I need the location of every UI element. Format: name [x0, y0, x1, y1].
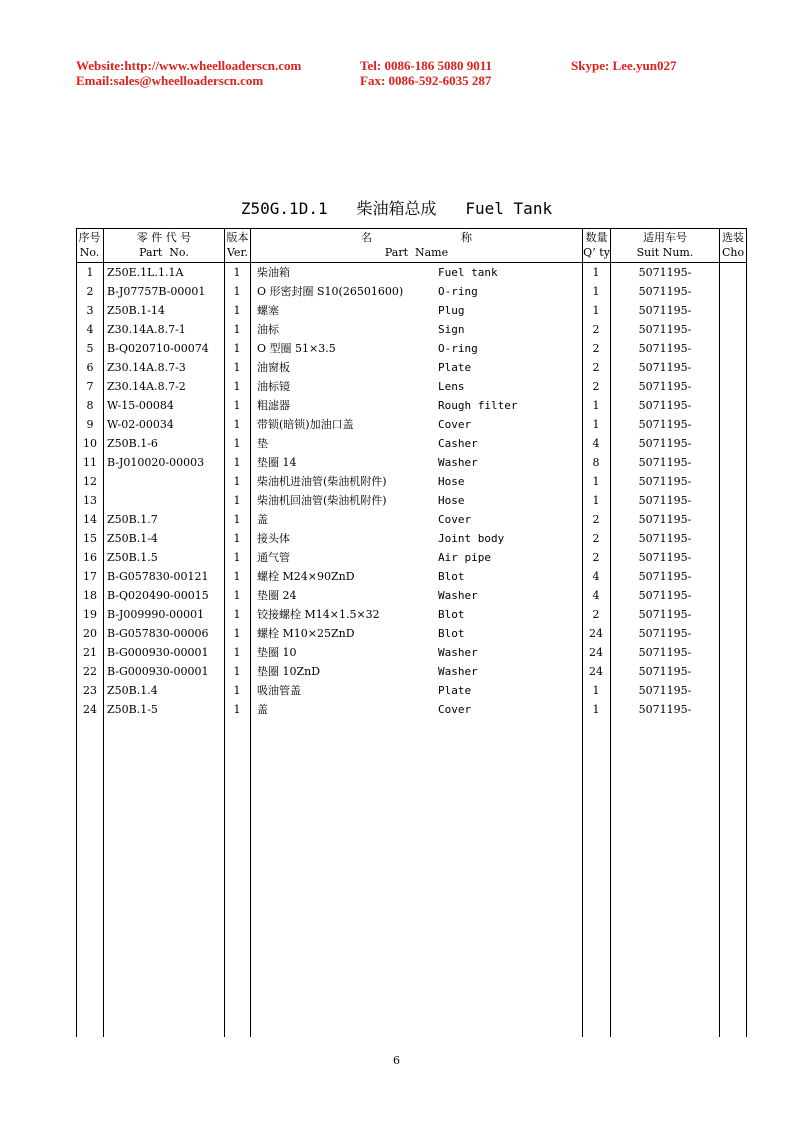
quantity-cell: 2: [592, 608, 600, 621]
quantity-cell: 2: [592, 532, 600, 545]
suit-number-cell: 5071195-: [638, 380, 692, 393]
part-name-en-cell: Cover: [438, 703, 472, 716]
suit-number-cell: 5071195-: [638, 266, 692, 279]
row-number: 4: [86, 323, 94, 336]
suit-number-cell: 5071195-: [638, 323, 692, 336]
table-row: [76, 624, 747, 643]
part-name-en-cell: O-ring: [438, 342, 478, 355]
part-name-cn-cell: 铰接螺栓 M14×1.5×32: [257, 608, 380, 621]
quantity-cell: 4: [592, 437, 600, 450]
part-name-cn-cell: 垫圈 10: [257, 646, 297, 659]
row-number: 21: [83, 646, 97, 659]
quantity-cell: 24: [589, 646, 603, 659]
version-cell: 1: [233, 285, 241, 298]
row-number: 13: [83, 494, 97, 507]
quantity-cell: 1: [592, 266, 600, 279]
part-number-cell: Z50B.1.7: [107, 513, 158, 526]
row-number: 1: [86, 266, 94, 279]
table-row: [76, 472, 747, 491]
quantity-cell: 2: [592, 513, 600, 526]
suit-number-cell: 5071195-: [638, 437, 692, 450]
suit-number-cell: 5071195-: [638, 475, 692, 488]
table-row: [76, 491, 747, 510]
version-cell: 1: [233, 380, 241, 393]
suit-number-cell: 5071195-: [638, 342, 692, 355]
part-name-en-cell: Washer: [438, 665, 478, 678]
version-cell: 1: [233, 684, 241, 697]
table-row: [76, 282, 747, 301]
part-name-cn-cell: 盖: [257, 513, 268, 526]
part-name-cn-cell: 垫: [257, 437, 268, 450]
table-row: [76, 643, 747, 662]
suit-number-cell: 5071195-: [638, 361, 692, 374]
row-number: 9: [86, 418, 94, 431]
header-code-cn: 零 件 代 号: [136, 231, 192, 244]
part-number-cell: Z50B.1.4: [107, 684, 158, 697]
part-name-en-cell: Lens: [438, 380, 465, 393]
row-number: 8: [86, 399, 94, 412]
part-name-cn-cell: 粗滤器: [257, 399, 290, 412]
table-row: [76, 567, 747, 586]
header-code-en: Part No.: [139, 246, 189, 259]
part-number-cell: B-G000930-00001: [107, 646, 209, 659]
part-number-cell: B-Q020490-00015: [107, 589, 209, 602]
suit-number-cell: 5071195-: [638, 399, 692, 412]
row-number: 10: [83, 437, 97, 450]
part-name-en-cell: Plate: [438, 684, 472, 697]
row-number: 5: [86, 342, 94, 355]
quantity-cell: 1: [592, 703, 600, 716]
table-row: [76, 681, 747, 700]
row-number: 23: [83, 684, 97, 697]
suit-number-cell: 5071195-: [638, 551, 692, 564]
suit-number-cell: 5071195-: [638, 513, 692, 526]
part-number-cell: B-G057830-00121: [107, 570, 209, 583]
version-cell: 1: [233, 703, 241, 716]
part-name-en-cell: Hose: [438, 475, 465, 488]
table-row: [76, 662, 747, 681]
quantity-cell: 8: [592, 456, 600, 469]
part-number-cell: Z50E.1L.1.1A: [107, 266, 184, 279]
skype-text: Skype: Lee.yun027: [571, 58, 677, 73]
parts-table: [76, 228, 747, 1037]
suit-number-cell: 5071195-: [638, 570, 692, 583]
version-cell: 1: [233, 399, 241, 412]
quantity-cell: 2: [592, 551, 600, 564]
part-name-cn-cell: 柴油机回油管(柴油机附件): [257, 494, 387, 507]
table-row: [76, 358, 747, 377]
table-row: [76, 263, 747, 282]
table-row: [76, 320, 747, 339]
part-name-en-cell: Blot: [438, 608, 465, 621]
row-number: 15: [83, 532, 97, 545]
part-name-cn-cell: 柴油机进油管(柴油机附件): [257, 475, 387, 488]
part-name-cn-cell: 螺栓 M10×25ZnD: [257, 627, 355, 640]
part-name-en-cell: Hose: [438, 494, 465, 507]
part-number-cell: B-Q020710-00074: [107, 342, 209, 355]
part-number-cell: Z30.14A.8.7-3: [107, 361, 186, 374]
suit-number-cell: 5071195-: [638, 608, 692, 621]
row-number: 11: [83, 456, 97, 469]
quantity-cell: 2: [592, 323, 600, 336]
quantity-cell: 1: [592, 494, 600, 507]
quantity-cell: 24: [589, 627, 603, 640]
quantity-cell: 4: [592, 570, 600, 583]
part-number-cell: Z50B.1-5: [107, 703, 158, 716]
part-name-cn-cell: 通气管: [257, 551, 290, 564]
version-cell: 1: [233, 589, 241, 602]
header-qty-en: Q’ ty: [583, 246, 610, 259]
row-number: 22: [83, 665, 97, 678]
row-number: 6: [86, 361, 94, 374]
table-row: [76, 377, 747, 396]
suit-number-cell: 5071195-: [638, 684, 692, 697]
part-name-en-cell: Plate: [438, 361, 472, 374]
suit-number-cell: 5071195-: [638, 285, 692, 298]
part-name-en-cell: O-ring: [438, 285, 478, 298]
part-number-cell: B-G000930-00001: [107, 665, 209, 678]
part-name-en-cell: Washer: [438, 456, 478, 469]
suit-number-cell: 5071195-: [638, 627, 692, 640]
row-number: 12: [83, 475, 97, 488]
suit-number-cell: 5071195-: [638, 494, 692, 507]
table-row: [76, 434, 747, 453]
part-name-cn-cell: 螺栓 M24×90ZnD: [257, 570, 355, 583]
header-name-en: Part Name: [384, 246, 449, 259]
row-number: 14: [83, 513, 97, 526]
version-cell: 1: [233, 456, 241, 469]
page-number: 6: [393, 1054, 400, 1067]
part-name-cn-cell: 油窗板: [257, 361, 290, 374]
quantity-cell: 1: [592, 418, 600, 431]
part-name-cn-cell: O 型圈 51×3.5: [257, 342, 336, 355]
version-cell: 1: [233, 266, 241, 279]
table-row: [76, 415, 747, 434]
header-cho-cn: 选装: [722, 231, 744, 244]
table-row: [76, 510, 747, 529]
part-name-en-cell: Rough filter: [438, 399, 518, 412]
document-title: Z50G.1D.1 柴油箱总成 Fuel Tank: [240, 199, 553, 218]
part-name-cn-cell: 垫圈 10ZnD: [257, 665, 321, 678]
part-name-en-cell: Air pipe: [438, 551, 491, 564]
website-text: Website:http://www.wheelloaderscn.com: [76, 58, 302, 73]
row-number: 7: [86, 380, 94, 393]
part-number-cell: B-J010020-00003: [107, 456, 205, 469]
quantity-cell: 2: [592, 342, 600, 355]
part-name-cn-cell: 垫圈 14: [257, 456, 297, 469]
part-number-cell: Z50B.1-6: [107, 437, 158, 450]
part-name-cn-cell: O 形密封圈 S10(26501600): [257, 285, 404, 298]
row-number: 17: [83, 570, 97, 583]
part-name-en-cell: Sign: [438, 323, 465, 336]
part-name-cn-cell: 油标: [257, 323, 279, 336]
part-name-cn-cell: 柴油箱: [257, 266, 290, 279]
header-no-en: No.: [79, 246, 100, 259]
part-number-cell: Z50B.1-14: [107, 304, 165, 317]
part-name-cn-cell: 接头体: [257, 532, 290, 545]
part-name-cn-cell: 吸油管盖: [257, 684, 301, 697]
header-name-cn-2: 称: [461, 231, 472, 244]
suit-number-cell: 5071195-: [638, 665, 692, 678]
table-row: [76, 339, 747, 358]
part-number-cell: Z30.14A.8.7-1: [107, 323, 186, 336]
part-number-cell: B-J07757B-00001: [107, 285, 206, 298]
suit-number-cell: 5071195-: [638, 646, 692, 659]
version-cell: 1: [233, 437, 241, 450]
header-ver-cn: 版本: [226, 231, 249, 244]
table-row: [76, 453, 747, 472]
table-row: [76, 700, 747, 719]
table-row: [76, 548, 747, 567]
part-name-cn-cell: 带锁(暗锁)加油口盖: [257, 418, 354, 431]
fax-text: Fax: 0086-592-6035 287: [360, 73, 492, 88]
part-name-en-cell: Washer: [438, 589, 478, 602]
version-cell: 1: [233, 418, 241, 431]
quantity-cell: 1: [592, 285, 600, 298]
part-name-en-cell: Blot: [438, 570, 465, 583]
version-cell: 1: [233, 665, 241, 678]
part-number-cell: W-15-00084: [107, 399, 174, 412]
suit-number-cell: 5071195-: [638, 304, 692, 317]
quantity-cell: 1: [592, 475, 600, 488]
row-number: 19: [83, 608, 97, 621]
version-cell: 1: [233, 361, 241, 374]
suit-number-cell: 5071195-: [638, 703, 692, 716]
quantity-cell: 24: [589, 665, 603, 678]
suit-number-cell: 5071195-: [638, 456, 692, 469]
part-name-en-cell: Joint body: [438, 532, 505, 545]
part-name-en-cell: Fuel tank: [438, 266, 498, 279]
part-name-en-cell: Blot: [438, 627, 465, 640]
part-number-cell: B-J009990-00001: [107, 608, 205, 621]
part-name-cn-cell: 垫圈 24: [257, 589, 297, 602]
version-cell: 1: [233, 627, 241, 640]
part-name-en-cell: Cover: [438, 418, 472, 431]
part-name-en-cell: Plug: [438, 304, 465, 317]
header-no-cn: 序号: [78, 231, 101, 244]
version-cell: 1: [233, 551, 241, 564]
row-number: 20: [83, 627, 97, 640]
suit-number-cell: 5071195-: [638, 532, 692, 545]
suit-number-cell: 5071195-: [638, 418, 692, 431]
part-number-cell: Z50B.1.5: [107, 551, 158, 564]
part-number-cell: Z30.14A.8.7-2: [107, 380, 186, 393]
version-cell: 1: [233, 532, 241, 545]
part-name-en-cell: Washer: [438, 646, 478, 659]
tel-text: Tel: 0086-186 5080 9011: [360, 58, 493, 73]
part-name-cn-cell: 螺塞: [257, 304, 279, 317]
version-cell: 1: [233, 608, 241, 621]
quantity-cell: 1: [592, 304, 600, 317]
quantity-cell: 2: [592, 361, 600, 374]
row-number: 3: [86, 304, 94, 317]
row-number: 24: [83, 703, 97, 716]
table-row: [76, 586, 747, 605]
table-row: [76, 605, 747, 624]
part-name-en-cell: Casher: [438, 437, 478, 450]
part-name-cn-cell: 油标镜: [257, 380, 290, 393]
table-row: [76, 301, 747, 320]
row-number: 2: [86, 285, 94, 298]
part-number-cell: Z50B.1-4: [107, 532, 158, 545]
version-cell: 1: [233, 323, 241, 336]
suit-number-cell: 5071195-: [638, 589, 692, 602]
header-suit-en: Suit Num.: [636, 246, 694, 259]
version-cell: 1: [233, 304, 241, 317]
row-number: 18: [83, 589, 97, 602]
table-row: [76, 529, 747, 548]
header-suit-cn: 适用车号: [643, 231, 687, 244]
table-row: [76, 396, 747, 415]
header-name-cn-1: 名: [361, 231, 372, 244]
quantity-cell: 1: [592, 684, 600, 697]
version-cell: 1: [233, 646, 241, 659]
row-number: 16: [83, 551, 97, 564]
quantity-cell: 1: [592, 399, 600, 412]
header-qty-cn: 数量: [585, 231, 608, 244]
version-cell: 1: [233, 570, 241, 583]
header-ver-en: Ver.: [227, 246, 248, 259]
version-cell: 1: [233, 342, 241, 355]
quantity-cell: 2: [592, 380, 600, 393]
version-cell: 1: [233, 475, 241, 488]
part-number-cell: B-G057830-00006: [107, 627, 209, 640]
part-name-cn-cell: 盖: [257, 703, 268, 716]
email-text: Email:sales@wheelloaderscn.com: [76, 73, 264, 88]
quantity-cell: 4: [592, 589, 600, 602]
part-number-cell: W-02-00034: [107, 418, 174, 431]
header-cho-en: Cho: [721, 246, 745, 259]
version-cell: 1: [233, 513, 241, 526]
part-name-en-cell: Cover: [438, 513, 472, 526]
version-cell: 1: [233, 494, 241, 507]
